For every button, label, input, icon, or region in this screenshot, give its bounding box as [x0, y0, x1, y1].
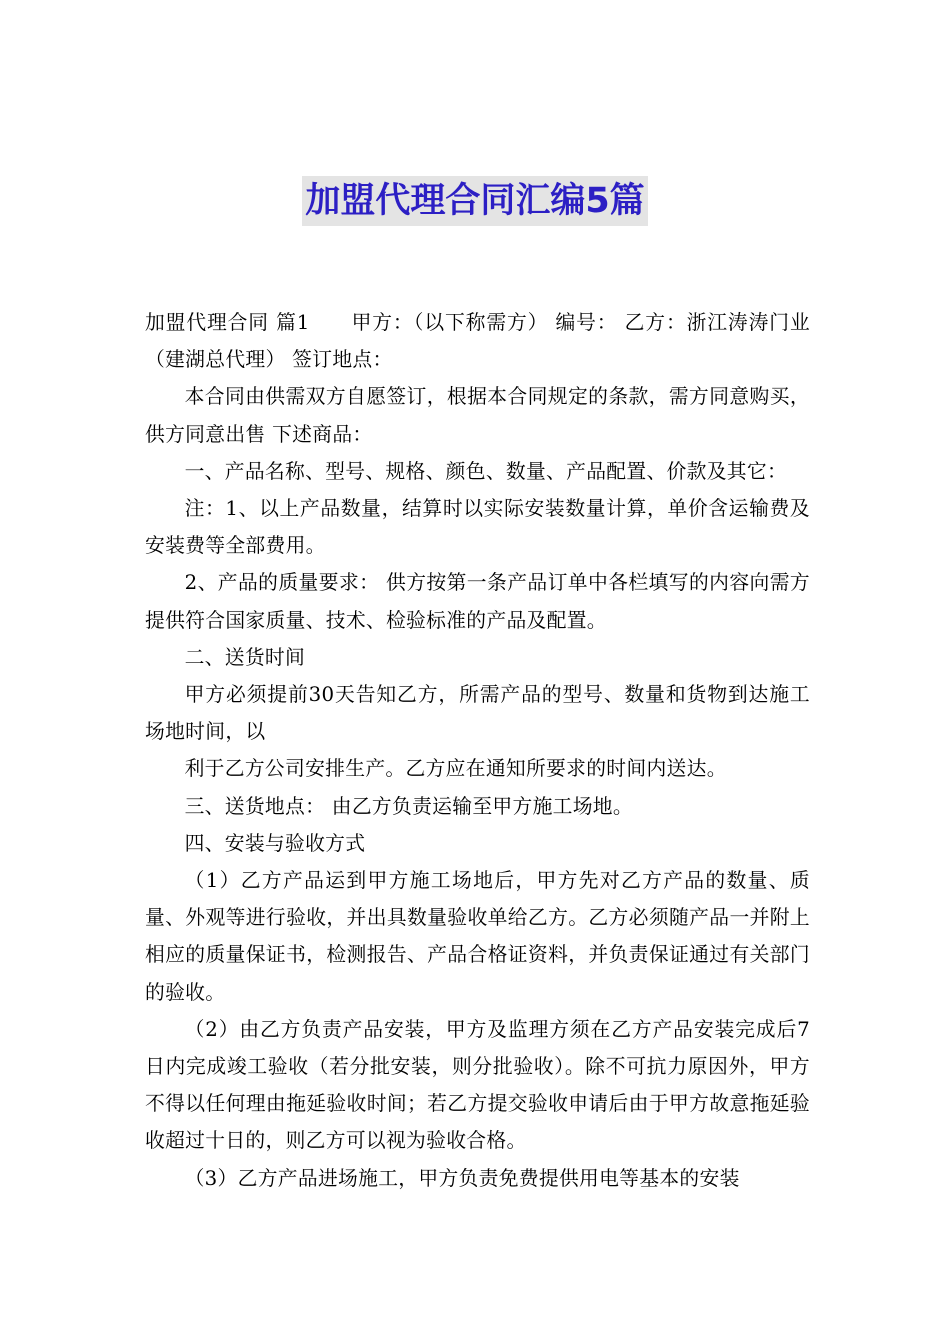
- paragraph-section-3: 三、送货地点： 由乙方负责运输至甲方施工场地。: [184, 794, 633, 818]
- document-body: [145, 304, 810, 1197]
- paragraph-item-1: （1）乙方产品运到甲方施工场地后，甲方先对乙方产品的数量、质量、外观等进行验收，并出具数量验收单给乙方。乙方必须随产品一并附上相应的质量保证书，检测报告、产品合格证资料，并负责保证通过有关部门的验收。: [145, 869, 810, 1004]
- paragraph-section-1: 一、产品名称、型号、规格、颜色、数量、产品配置、价款及其它：: [184, 459, 788, 483]
- document-title-text: 加盟代理合同汇编5篇: [302, 176, 647, 226]
- paragraph-note-1: 注：1、以上产品数量，结算时以实际安装数量计算，单价含运输费及安装费等全部费用。: [145, 497, 810, 558]
- paragraph-section-2: 二、送货时间: [184, 645, 306, 669]
- paragraph-intro: 本合同由供需双方自愿签订，根据本合同规定的条款，需方同意购买，供方同意出售 下述商品：: [145, 385, 810, 446]
- document-title: [0, 176, 950, 226]
- paragraph-header: 加盟代理合同 篇1 甲方：（以下称需方） 编号： 乙方：浙江涛涛门业（建湖总代理） 签订地点：: [145, 311, 810, 372]
- paragraph-section-4: 四、安装与验收方式: [184, 831, 366, 855]
- paragraph-delivery-time-cont: 利于乙方公司安排生产。乙方应在通知所要求的时间内送达。: [184, 757, 727, 781]
- paragraph-delivery-time: 甲方必须提前30天告知乙方，所需产品的型号、数量和货物到达施工场地时间，以: [145, 683, 810, 744]
- paragraph-item-3: （3）乙方产品进场施工，甲方负责免费提供用电等基本的安装: [184, 1166, 740, 1190]
- paragraph-item-2: （2）由乙方负责产品安装，甲方及监理方须在乙方产品安装完成后7日内完成竣工验收（若分批安装，则分批验收）。除不可抗力原因外，甲方不得以任何理由拖延验收时间；若乙方提交验收申请后由于甲方故意拖延验收超过十日的，则乙方可以视为验收合格。: [145, 1017, 810, 1153]
- paragraph-note-2: 2、产品的质量要求： 供方按第一条产品订单中各栏填写的内容向需方提供符合国家质量、技术、检验标准的产品及配置。: [145, 571, 810, 632]
